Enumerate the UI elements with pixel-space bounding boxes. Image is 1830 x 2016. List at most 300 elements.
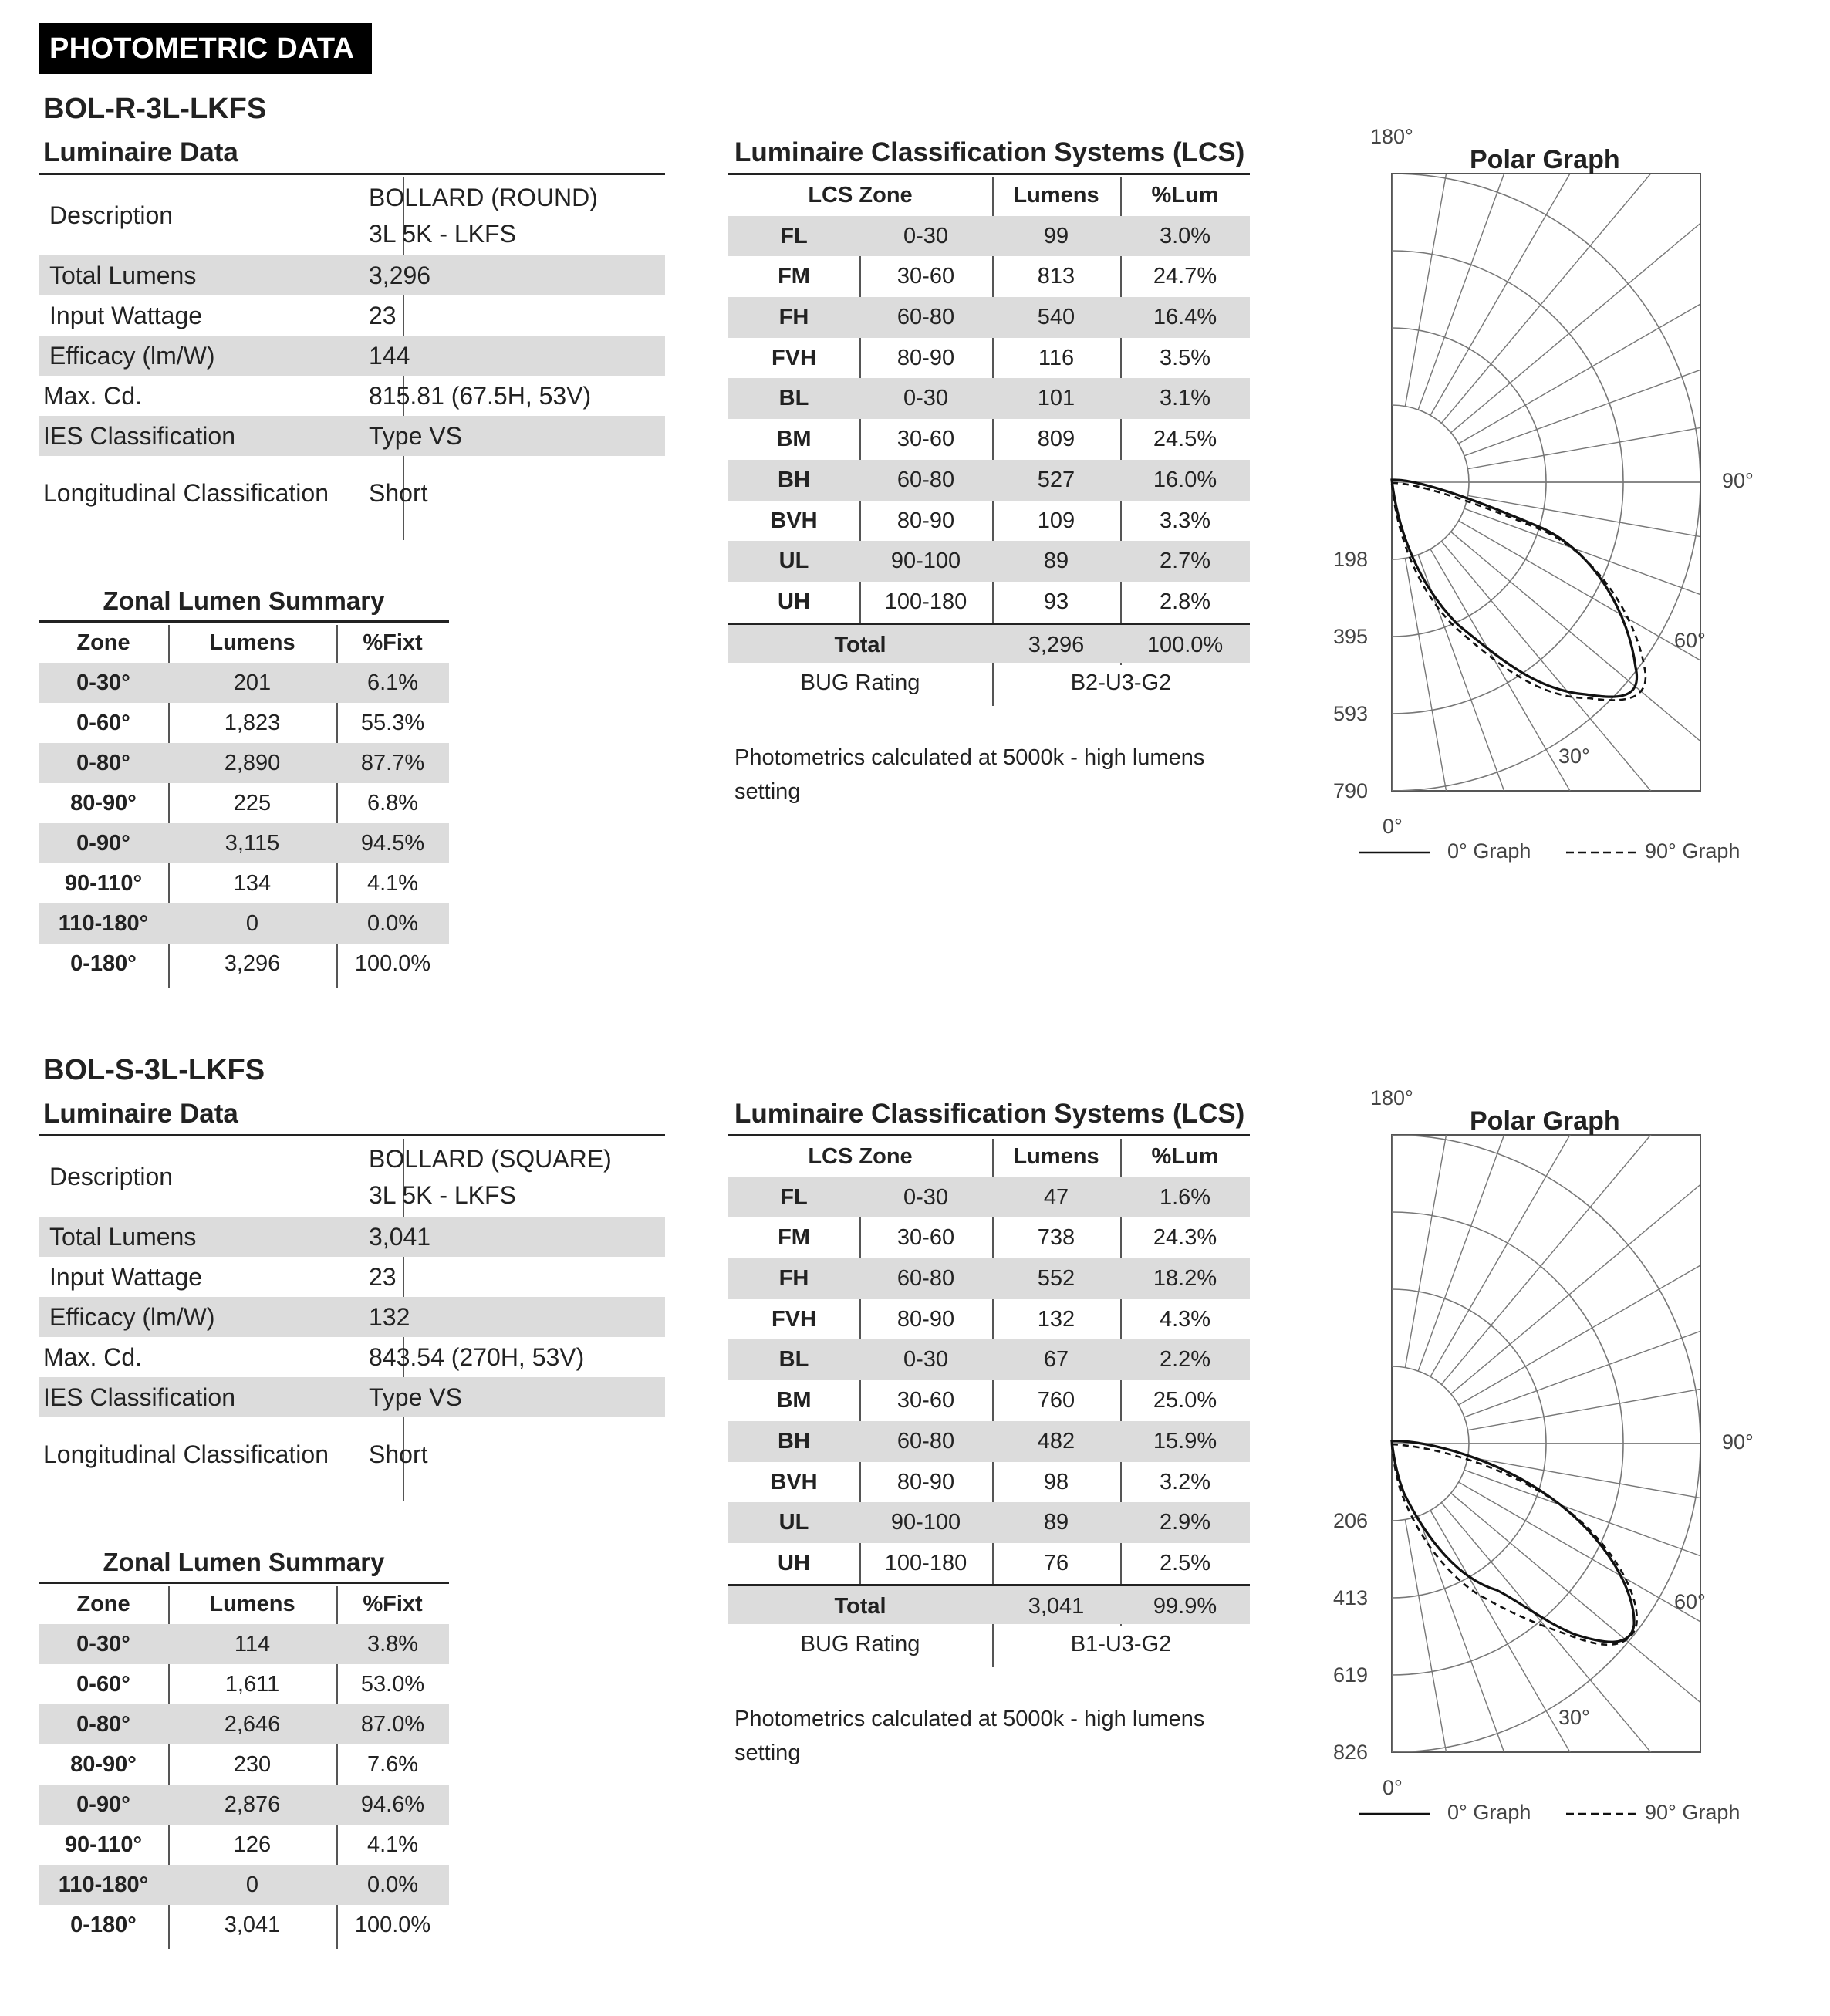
angle-range-cell: 0-30 — [903, 1184, 949, 1210]
radial-label: 826 — [1333, 1741, 1369, 1764]
radial-label: 413 — [1333, 1586, 1369, 1609]
angle-label-60: 60° — [1674, 1590, 1706, 1613]
description-value — [369, 180, 598, 252]
lumens-cell: 527 — [1037, 467, 1075, 492]
max-cd-value: 815.81 (67.5H, 53V) — [369, 382, 592, 410]
table-row — [39, 783, 449, 823]
ies-classification-value: Type VS — [369, 422, 462, 450]
table-row — [728, 1462, 1250, 1503]
polar-grid-spoke — [1418, 1516, 1629, 2016]
lcs-zone-cell: FM — [778, 1225, 810, 1251]
product-section — [0, 0, 1830, 976]
polar-grid-spoke — [1405, 1519, 1512, 2016]
longitudinal-classification-label: Longitudinal Classification — [43, 479, 329, 507]
zonal-summary-table — [39, 620, 449, 984]
angle-range-cell: 0-30 — [903, 1347, 949, 1373]
lcs-table — [728, 1134, 1250, 1665]
percent-cell: 4.1% — [366, 871, 419, 896]
description-label: Description — [49, 1163, 174, 1190]
table-row — [728, 378, 1250, 419]
angle-label-180: 180° — [1370, 1086, 1413, 1109]
angle-range-cell: 60-80 — [896, 1428, 955, 1454]
table-row — [728, 216, 1250, 257]
percent-cell: 100.0% — [354, 1913, 431, 1937]
polar-grid-spoke — [1451, 997, 1830, 1393]
lumens-cell: 1,823 — [224, 711, 281, 735]
percent-cell: 94.5% — [360, 831, 425, 856]
angle-range-cell: 0-30 — [903, 223, 949, 248]
lumens-cell: 116 — [1038, 345, 1075, 370]
angle-range-cell: 60-80 — [896, 1266, 955, 1292]
bug-rating-row — [728, 663, 1250, 704]
total-lumens-label: Total Lumens — [49, 262, 197, 289]
percent-cell: 3.0% — [1159, 223, 1211, 248]
percent-cell: 4.3% — [1159, 1306, 1211, 1332]
table-row — [39, 1624, 449, 1664]
angle-label-0: 0° — [1383, 1776, 1403, 1799]
table-row — [39, 703, 449, 743]
table-row — [39, 863, 449, 903]
percent-cell: 7.6% — [366, 1752, 419, 1777]
table-row — [728, 460, 1250, 501]
angle-range-cell: 30-60 — [896, 1225, 955, 1251]
polar-grid-spoke — [1441, 0, 1830, 423]
zone-cell: 90-110° — [64, 1832, 143, 1857]
input-wattage-label: Input Wattage — [49, 302, 203, 329]
table-row — [728, 1258, 1250, 1299]
zonal-summary-table — [39, 1582, 449, 1945]
lcs-zone-cell: FVH — [772, 1306, 816, 1332]
lumens-cell: 98 — [1043, 1469, 1069, 1494]
lcs-title: Luminaire Classification Systems (LCS) — [734, 1099, 1245, 1129]
lumens-cell: 3,115 — [225, 831, 280, 856]
table-row — [39, 416, 665, 456]
polar-grid-spoke — [1451, 35, 1830, 432]
angle-range-cell: 90-100 — [890, 1510, 961, 1535]
lcs-zone-cell: BVH — [770, 1469, 818, 1494]
angle-label-30: 30° — [1558, 745, 1590, 768]
angle-range-cell: 30-60 — [896, 1388, 955, 1413]
polar-graph-title: Polar Graph — [1470, 1106, 1620, 1136]
bug-rating-value: B2-U3-G2 — [1070, 670, 1172, 696]
column-header: Lumens — [209, 630, 295, 655]
percent-cell: 2.5% — [1159, 1550, 1211, 1575]
lumens-cell: 101 — [1037, 386, 1075, 411]
total-percent: 100.0% — [1146, 632, 1224, 657]
table-row — [39, 1744, 449, 1785]
percent-cell: 6.8% — [366, 791, 419, 816]
description-line-2: 3L 5K - LKFS — [369, 1181, 516, 1209]
table-row — [39, 743, 449, 783]
lumens-cell: 134 — [233, 871, 272, 896]
table-row — [728, 338, 1250, 379]
model-title: BOL-R-3L-LKFS — [43, 93, 267, 125]
radial-label: 790 — [1333, 779, 1369, 802]
lumens-cell: 0 — [245, 911, 259, 936]
zone-cell: 0-60° — [76, 1672, 130, 1697]
zone-cell: 0-180° — [70, 1913, 137, 1937]
photometrics-note: Photometrics calculated at 5000k - high lumens setting — [734, 1707, 1205, 1765]
lumens-cell: 3,296 — [224, 951, 281, 976]
lumens-cell: 225 — [233, 791, 272, 816]
table-row — [728, 1421, 1250, 1462]
angle-label-90: 90° — [1722, 469, 1754, 492]
column-header: %Fixt — [363, 630, 423, 655]
polar-grid-spoke — [1467, 1457, 1830, 1564]
column-header: %Lum — [1151, 183, 1219, 208]
percent-cell: 94.6% — [360, 1792, 425, 1817]
table-row — [728, 1543, 1250, 1584]
table-row — [728, 582, 1250, 623]
table-row — [39, 1865, 449, 1905]
lumens-cell: 47 — [1043, 1184, 1069, 1210]
radial-label: 206 — [1333, 1509, 1369, 1532]
lumens-cell: 67 — [1043, 1347, 1069, 1373]
table-row — [39, 1417, 665, 1494]
table-row — [39, 1217, 665, 1257]
table-row — [39, 1664, 449, 1704]
polar-graph — [1312, 116, 1830, 887]
angle-label-180: 180° — [1370, 125, 1413, 148]
angle-range-cell: 100-180 — [884, 589, 967, 614]
input-wattage-label: Input Wattage — [49, 1263, 203, 1291]
zone-cell: 80-90° — [70, 791, 137, 816]
angle-label-90: 90° — [1722, 1430, 1754, 1454]
lumens-cell: 738 — [1037, 1225, 1075, 1251]
polar-grid-spoke — [1467, 362, 1830, 469]
angle-range-cell: 60-80 — [896, 305, 955, 330]
column-header: LCS Zone — [808, 1144, 913, 1169]
description-label: Description — [49, 201, 174, 229]
percent-cell: 2.9% — [1159, 1510, 1211, 1535]
polar-grid-spoke — [1430, 1511, 1739, 2016]
ies-classification-label: IES Classification — [43, 422, 235, 450]
column-header: Zone — [76, 1592, 130, 1616]
table-header-row — [728, 175, 1250, 216]
zone-cell: 0-60° — [76, 711, 130, 735]
lumens-cell: 89 — [1043, 1510, 1069, 1535]
lcs-zone-cell: BM — [776, 427, 812, 452]
efficacy-label: Efficacy (lm/W) — [49, 342, 215, 370]
percent-cell: 53.0% — [360, 1672, 425, 1697]
table-row — [39, 376, 665, 416]
lumens-cell: 1,611 — [225, 1672, 280, 1697]
lcs-total-row — [728, 1584, 1250, 1625]
lumens-cell: 552 — [1037, 1266, 1075, 1292]
table-header-row — [39, 623, 449, 663]
lumens-cell: 2,876 — [224, 1792, 281, 1817]
table-row — [728, 541, 1250, 582]
table-row — [39, 1785, 449, 1825]
lumens-cell: 93 — [1043, 589, 1069, 614]
percent-cell: 3.8% — [366, 1632, 419, 1656]
table-row — [39, 255, 665, 295]
table-row — [39, 1377, 665, 1417]
table-row — [728, 1299, 1250, 1340]
percent-cell: 16.4% — [1153, 305, 1217, 330]
table-row — [39, 1704, 449, 1744]
lcs-zone-cell: FL — [780, 223, 808, 248]
total-label: Total — [834, 632, 886, 657]
legend-dashed-label: 90° Graph — [1645, 839, 1741, 863]
angle-range-cell: 90-100 — [890, 549, 961, 574]
luminaire-data-table — [39, 1134, 665, 1494]
angle-label-60: 60° — [1674, 629, 1706, 652]
lcs-title: Luminaire Classification Systems (LCS) — [734, 137, 1245, 167]
total-lumens: 3,296 — [1028, 632, 1085, 657]
lcs-zone-cell: BVH — [770, 508, 818, 533]
table-row — [39, 175, 665, 255]
percent-cell: 3.5% — [1159, 345, 1211, 370]
photometrics-note: Photometrics calculated at 5000k - high lumens setting — [734, 745, 1205, 804]
zone-cell: 0-30° — [76, 670, 130, 695]
column-header: %Fixt — [363, 1592, 423, 1616]
percent-cell: 0.0% — [366, 1872, 419, 1897]
table-row — [39, 336, 665, 376]
radial-label: 593 — [1333, 702, 1369, 725]
percent-cell: 87.7% — [360, 751, 425, 775]
table-row — [39, 1257, 665, 1297]
table-header-row — [728, 1136, 1250, 1177]
lcs-zone-cell: FH — [778, 305, 809, 330]
total-lumens-label: Total Lumens — [49, 1223, 197, 1251]
lumens-cell: 132 — [1037, 1306, 1075, 1332]
polar-grid-spoke — [1467, 495, 1830, 603]
percent-cell: 100.0% — [354, 951, 431, 976]
zone-cell: 0-80° — [76, 1712, 130, 1737]
angle-range-cell: 30-60 — [896, 427, 955, 452]
max-cd-label: Max. Cd. — [43, 1343, 143, 1371]
percent-cell: 24.7% — [1153, 264, 1217, 289]
percent-cell: 1.6% — [1159, 1184, 1211, 1210]
table-row — [39, 823, 449, 863]
zone-cell: 90-110° — [64, 871, 143, 896]
percent-cell: 2.8% — [1159, 589, 1211, 614]
lumens-cell: 540 — [1037, 305, 1075, 330]
lcs-total-row — [728, 623, 1250, 664]
lcs-zone-cell: UH — [778, 589, 810, 614]
column-header: Lumens — [209, 1592, 295, 1616]
table-row — [728, 297, 1250, 338]
percent-cell: 4.1% — [366, 1832, 419, 1857]
polar-grid-spoke — [1464, 245, 1830, 456]
percent-cell: 87.0% — [360, 1712, 425, 1737]
percent-cell: 24.3% — [1153, 1225, 1217, 1251]
lcs-zone-cell: UL — [778, 549, 809, 574]
percent-cell: 18.2% — [1153, 1266, 1217, 1292]
total-percent: 99.9% — [1153, 1593, 1217, 1619]
column-header: Lumens — [1013, 1144, 1099, 1169]
input-wattage-value: 23 — [369, 1263, 397, 1291]
radial-label: 395 — [1333, 625, 1369, 648]
angle-range-cell: 0-30 — [903, 386, 949, 411]
zone-cell: 0-80° — [76, 751, 130, 775]
luminaire-data-table — [39, 173, 665, 533]
luminaire-data-title: Luminaire Data — [43, 137, 238, 167]
zone-cell: 110-180° — [58, 911, 149, 936]
lumens-cell: 813 — [1037, 264, 1075, 289]
polar-graph — [1312, 1077, 1830, 1849]
table-row — [728, 256, 1250, 297]
zone-cell: 0-180° — [70, 951, 137, 976]
lcs-zone-cell: BH — [778, 467, 810, 492]
longitudinal-classification-value: Short — [369, 479, 428, 507]
angle-label-30: 30° — [1558, 1706, 1590, 1729]
angle-range-cell: 30-60 — [896, 264, 955, 289]
polar-graph-title: Polar Graph — [1470, 145, 1620, 174]
legend-dashed-label: 90° Graph — [1645, 1801, 1741, 1824]
table-row — [39, 1337, 665, 1377]
lcs-zone-cell: FM — [778, 264, 810, 289]
lumens-cell: 99 — [1043, 223, 1069, 248]
column-header: Zone — [76, 630, 130, 655]
angle-label-0: 0° — [1383, 815, 1403, 838]
zonal-summary-title: Zonal Lumen Summary — [103, 586, 385, 615]
longitudinal-classification-value: Short — [369, 1440, 428, 1468]
zone-cell: 0-30° — [76, 1632, 130, 1656]
model-title: BOL-S-3L-LKFS — [43, 1054, 265, 1086]
zonal-summary-title: Zonal Lumen Summary — [103, 1548, 385, 1576]
lumens-cell: 89 — [1043, 549, 1069, 574]
input-wattage-value: 23 — [369, 302, 397, 329]
bug-rating-value: B1-U3-G2 — [1070, 1632, 1172, 1657]
table-row — [728, 1380, 1250, 1421]
lcs-zone-cell: UL — [778, 1510, 809, 1535]
table-row — [728, 1339, 1250, 1380]
lumens-cell: 482 — [1037, 1428, 1075, 1454]
table-row — [728, 1177, 1250, 1218]
bug-rating-row — [728, 1624, 1250, 1665]
product-section — [0, 961, 1830, 1937]
zone-cell: 0-90° — [76, 1792, 130, 1817]
angle-range-cell: 80-90 — [896, 1306, 955, 1332]
polar-grid-spoke — [1451, 1493, 1830, 1889]
table-row — [728, 419, 1250, 460]
lumens-cell: 760 — [1037, 1388, 1075, 1413]
table-row — [39, 1297, 665, 1337]
polar-grid-spoke — [1451, 532, 1830, 928]
lumens-cell: 2,890 — [224, 751, 281, 775]
column-header: Lumens — [1013, 183, 1099, 208]
efficacy-value: 132 — [369, 1303, 410, 1331]
percent-cell: 2.2% — [1159, 1347, 1211, 1373]
percent-cell: 6.1% — [366, 670, 419, 695]
total-lumens: 3,041 — [1028, 1593, 1085, 1619]
lumens-cell: 809 — [1037, 427, 1075, 452]
lcs-zone-cell: BH — [778, 1428, 810, 1454]
efficacy-label: Efficacy (lm/W) — [49, 1303, 215, 1331]
bug-rating-label: BUG Rating — [800, 670, 920, 696]
percent-cell: 0.0% — [366, 911, 419, 936]
polar-grid-spoke — [1418, 0, 1629, 410]
zone-cell: 110-180° — [58, 1872, 149, 1897]
table-row — [39, 295, 665, 336]
lumens-cell: 114 — [234, 1632, 271, 1656]
max-cd-label: Max. Cd. — [43, 382, 143, 410]
polar-grid-spoke — [1464, 508, 1830, 720]
ies-classification-value: Type VS — [369, 1383, 462, 1411]
description-line-1: BOLLARD (SQUARE) — [369, 1145, 612, 1173]
lumens-cell: 3,041 — [224, 1913, 281, 1937]
percent-cell: 16.0% — [1153, 467, 1217, 492]
luminaire-data-title: Luminaire Data — [43, 1099, 238, 1129]
polar-graph-svg — [1312, 116, 1830, 887]
description-line-1: BOLLARD (ROUND) — [369, 184, 598, 211]
lumens-cell: 76 — [1043, 1550, 1069, 1575]
percent-cell: 15.9% — [1153, 1428, 1217, 1454]
lcs-table — [728, 173, 1250, 704]
percent-cell: 25.0% — [1153, 1388, 1217, 1413]
lcs-zone-cell: BM — [776, 1388, 812, 1413]
table-row — [39, 663, 449, 703]
lcs-zone-cell: BL — [778, 1347, 809, 1373]
polar-curve-0-deg — [1392, 480, 1637, 697]
polar-grid-spoke — [1464, 1206, 1830, 1417]
longitudinal-classification-label: Longitudinal Classification — [43, 1440, 329, 1468]
percent-cell: 55.3% — [360, 711, 425, 735]
polar-grid-spoke — [1405, 0, 1512, 407]
percent-cell: 3.2% — [1159, 1469, 1211, 1494]
column-header: %Lum — [1151, 1144, 1219, 1169]
description-line-2: 3L 5K - LKFS — [369, 220, 516, 248]
angle-range-cell: 80-90 — [896, 508, 955, 533]
radial-label: 198 — [1333, 548, 1369, 571]
polar-grid-spoke — [1464, 1470, 1830, 1681]
table-row — [728, 1502, 1250, 1543]
lcs-zone-cell: BL — [778, 386, 809, 411]
percent-cell: 3.3% — [1159, 508, 1211, 533]
max-cd-value: 843.54 (270H, 53V) — [369, 1343, 585, 1371]
percent-cell: 3.1% — [1159, 386, 1211, 411]
polar-grid-spoke — [1467, 1323, 1830, 1430]
zone-cell: 80-90° — [70, 1752, 137, 1777]
table-row — [39, 1825, 449, 1865]
legend-solid-label: 0° Graph — [1447, 1801, 1531, 1824]
lumens-cell: 230 — [233, 1752, 272, 1777]
table-row — [39, 1136, 665, 1217]
percent-cell: 2.7% — [1159, 549, 1211, 574]
lumens-cell: 126 — [233, 1832, 272, 1857]
lcs-zone-cell: FVH — [772, 345, 816, 370]
polar-graph-svg — [1312, 1077, 1830, 1849]
zone-cell: 0-90° — [76, 831, 130, 856]
total-lumens-value: 3,296 — [369, 262, 431, 289]
percent-cell: 24.5% — [1153, 427, 1217, 452]
bug-rating-label: BUG Rating — [800, 1632, 920, 1657]
total-lumens-value: 3,041 — [369, 1223, 431, 1251]
lumens-cell: 2,646 — [224, 1712, 281, 1737]
lcs-zone-cell: FL — [780, 1184, 808, 1210]
ies-classification-label: IES Classification — [43, 1383, 235, 1411]
lcs-zone-cell: FH — [778, 1266, 809, 1292]
radial-label: 619 — [1333, 1663, 1369, 1687]
angle-range-cell: 60-80 — [896, 467, 955, 492]
table-header-row — [39, 1584, 449, 1624]
efficacy-value: 144 — [369, 342, 410, 370]
lumens-cell: 109 — [1037, 508, 1075, 533]
total-label: Total — [834, 1593, 886, 1619]
angle-range-cell: 80-90 — [896, 1469, 955, 1494]
table-row — [39, 456, 665, 533]
legend-solid-label: 0° Graph — [1447, 839, 1531, 863]
table-row — [39, 1905, 449, 1945]
description-value — [369, 1141, 612, 1214]
lumens-cell: 201 — [233, 670, 272, 695]
angle-range-cell: 80-90 — [896, 345, 955, 370]
lumens-cell: 0 — [245, 1872, 259, 1897]
table-row — [39, 903, 449, 944]
table-row — [728, 501, 1250, 542]
